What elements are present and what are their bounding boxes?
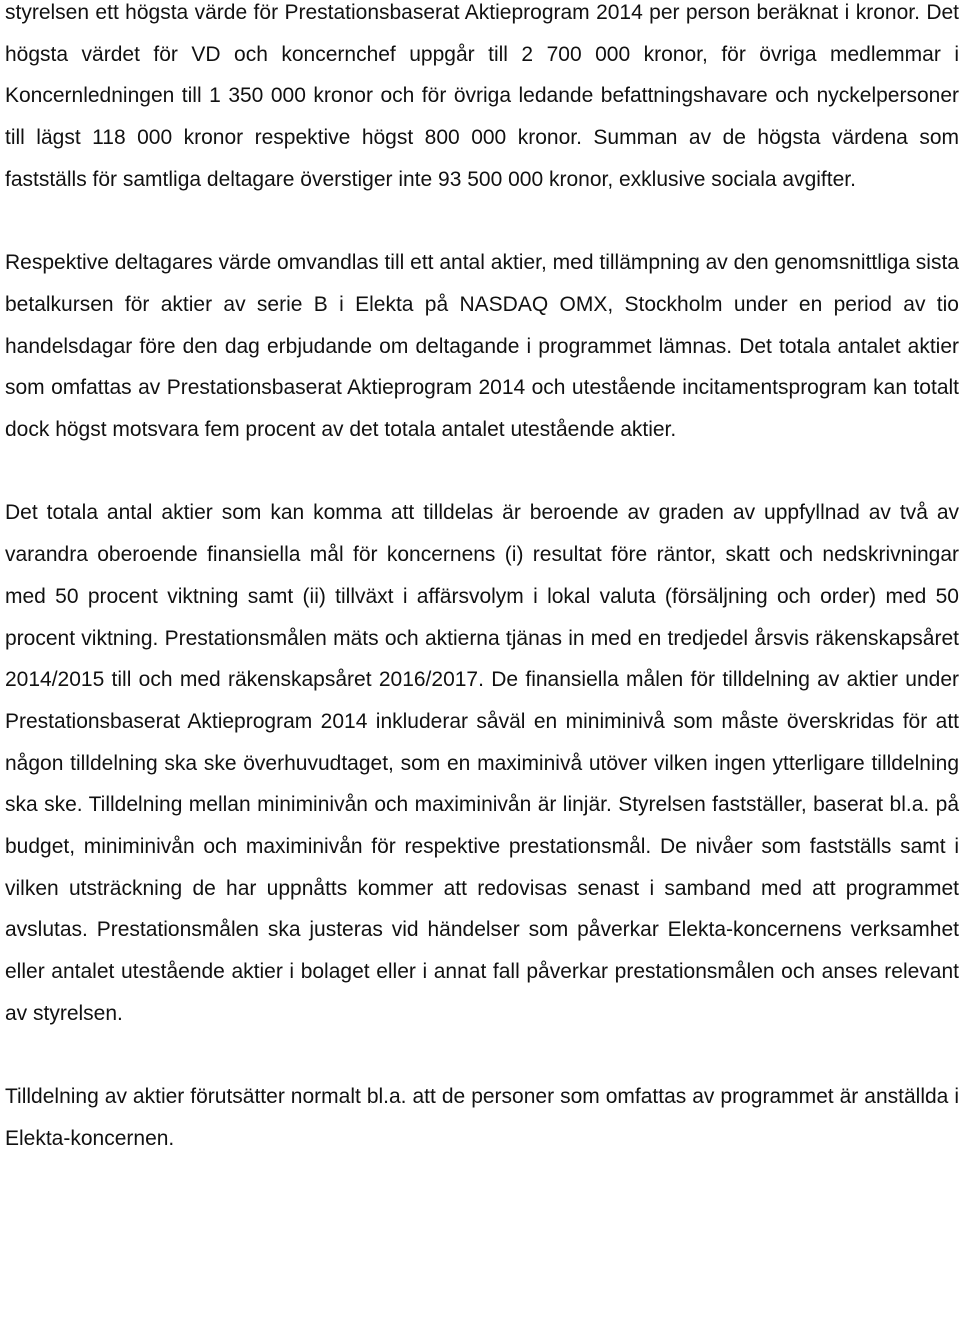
paragraph-share-conversion: Respektive deltagares värde omvandlas till ett antal aktier, med tillämpning av den genomsnittliga sista betalkursen för aktier av serie B i Elekta på NASDAQ OMX, Stockholm under en period av tio handelsdagar före den dag erbjudande om deltagande i programmet lämnas. Det totala antalet aktier som omfattas av Prestationsbaserat Aktieprogram 2014 och utestående incitamentsprogram kan totalt dock högst motsvara fem procent av det totala antalet utestående aktier. [5, 251, 959, 442]
paragraph-performance-targets: Det totala antal aktier som kan komma att tilldelas är beroende av graden av uppfyllnad av två av varandra oberoende finansiella mål för koncernens (i) resultat före räntor, skatt och nedskrivningar med 50 procent viktning samt (ii) tillväxt i affärsvolym i lokal valuta (försäljning och order) med 50 procent viktning. Prestationsmålen mäts och aktierna tjänas in med en tredjedel årsvis räkenskapsåret 2014/2015 till och med räkenskapsåret 2016/2017. De finansiella målen för tilldelning av aktier under Prestationsbaserat Aktieprogram 2014 inkluderar såväl en miniminivå som måste överskridas för att någon tilldelning ska ske överhuvudtaget, som en maximinivå utöver vilken ingen ytterligare tilldelning ska ske. Tilldelning mellan miniminivån och maximinivån är linjär. Styrelsen fastställer, baserat bl.a. på budget, miniminivån och maximinivån för respektive prestationsmål. De nivåer som fastställs samt i vilken utsträckning de har uppnåtts kommer att redovisas senast i samband med att programmet avslutas. Prestationsmålen ska justeras vid händelser som påverkar Elekta-koncernens verksamhet eller antalet utestående aktier i bolaget eller i annat fall påverkar prestationsmålen och anses relevant av styrelsen. [5, 501, 959, 1025]
paragraph-spacer [5, 451, 959, 493]
paragraph-employment-condition: Tilldelning av aktier förutsätter normalt bl.a. att de personer som omfattas av programmet är anställda i Elekta-koncernen. [5, 1085, 959, 1150]
paragraph-award-values: styrelsen ett högsta värde för Prestationsbaserat Aktieprogram 2014 per person beräknat i kronor. Det högsta värdet för VD och koncernchef uppgår till 2 700 000 kronor, för övriga medlemmar i Koncernledningen till 1 350 000 kronor och för övriga ledande befattningshavare och nyckelpersoner till lägst 118 000 kronor respektive högst 800 000 kronor. Summan av de högsta värdena som fastställs för samtliga deltagare överstiger inte 93 500 000 kronor, exklusive sociala avgifter. [5, 1, 959, 191]
document-page [5, 0, 959, 1160]
paragraph-spacer [5, 1035, 959, 1077]
paragraph-spacer [5, 201, 959, 243]
